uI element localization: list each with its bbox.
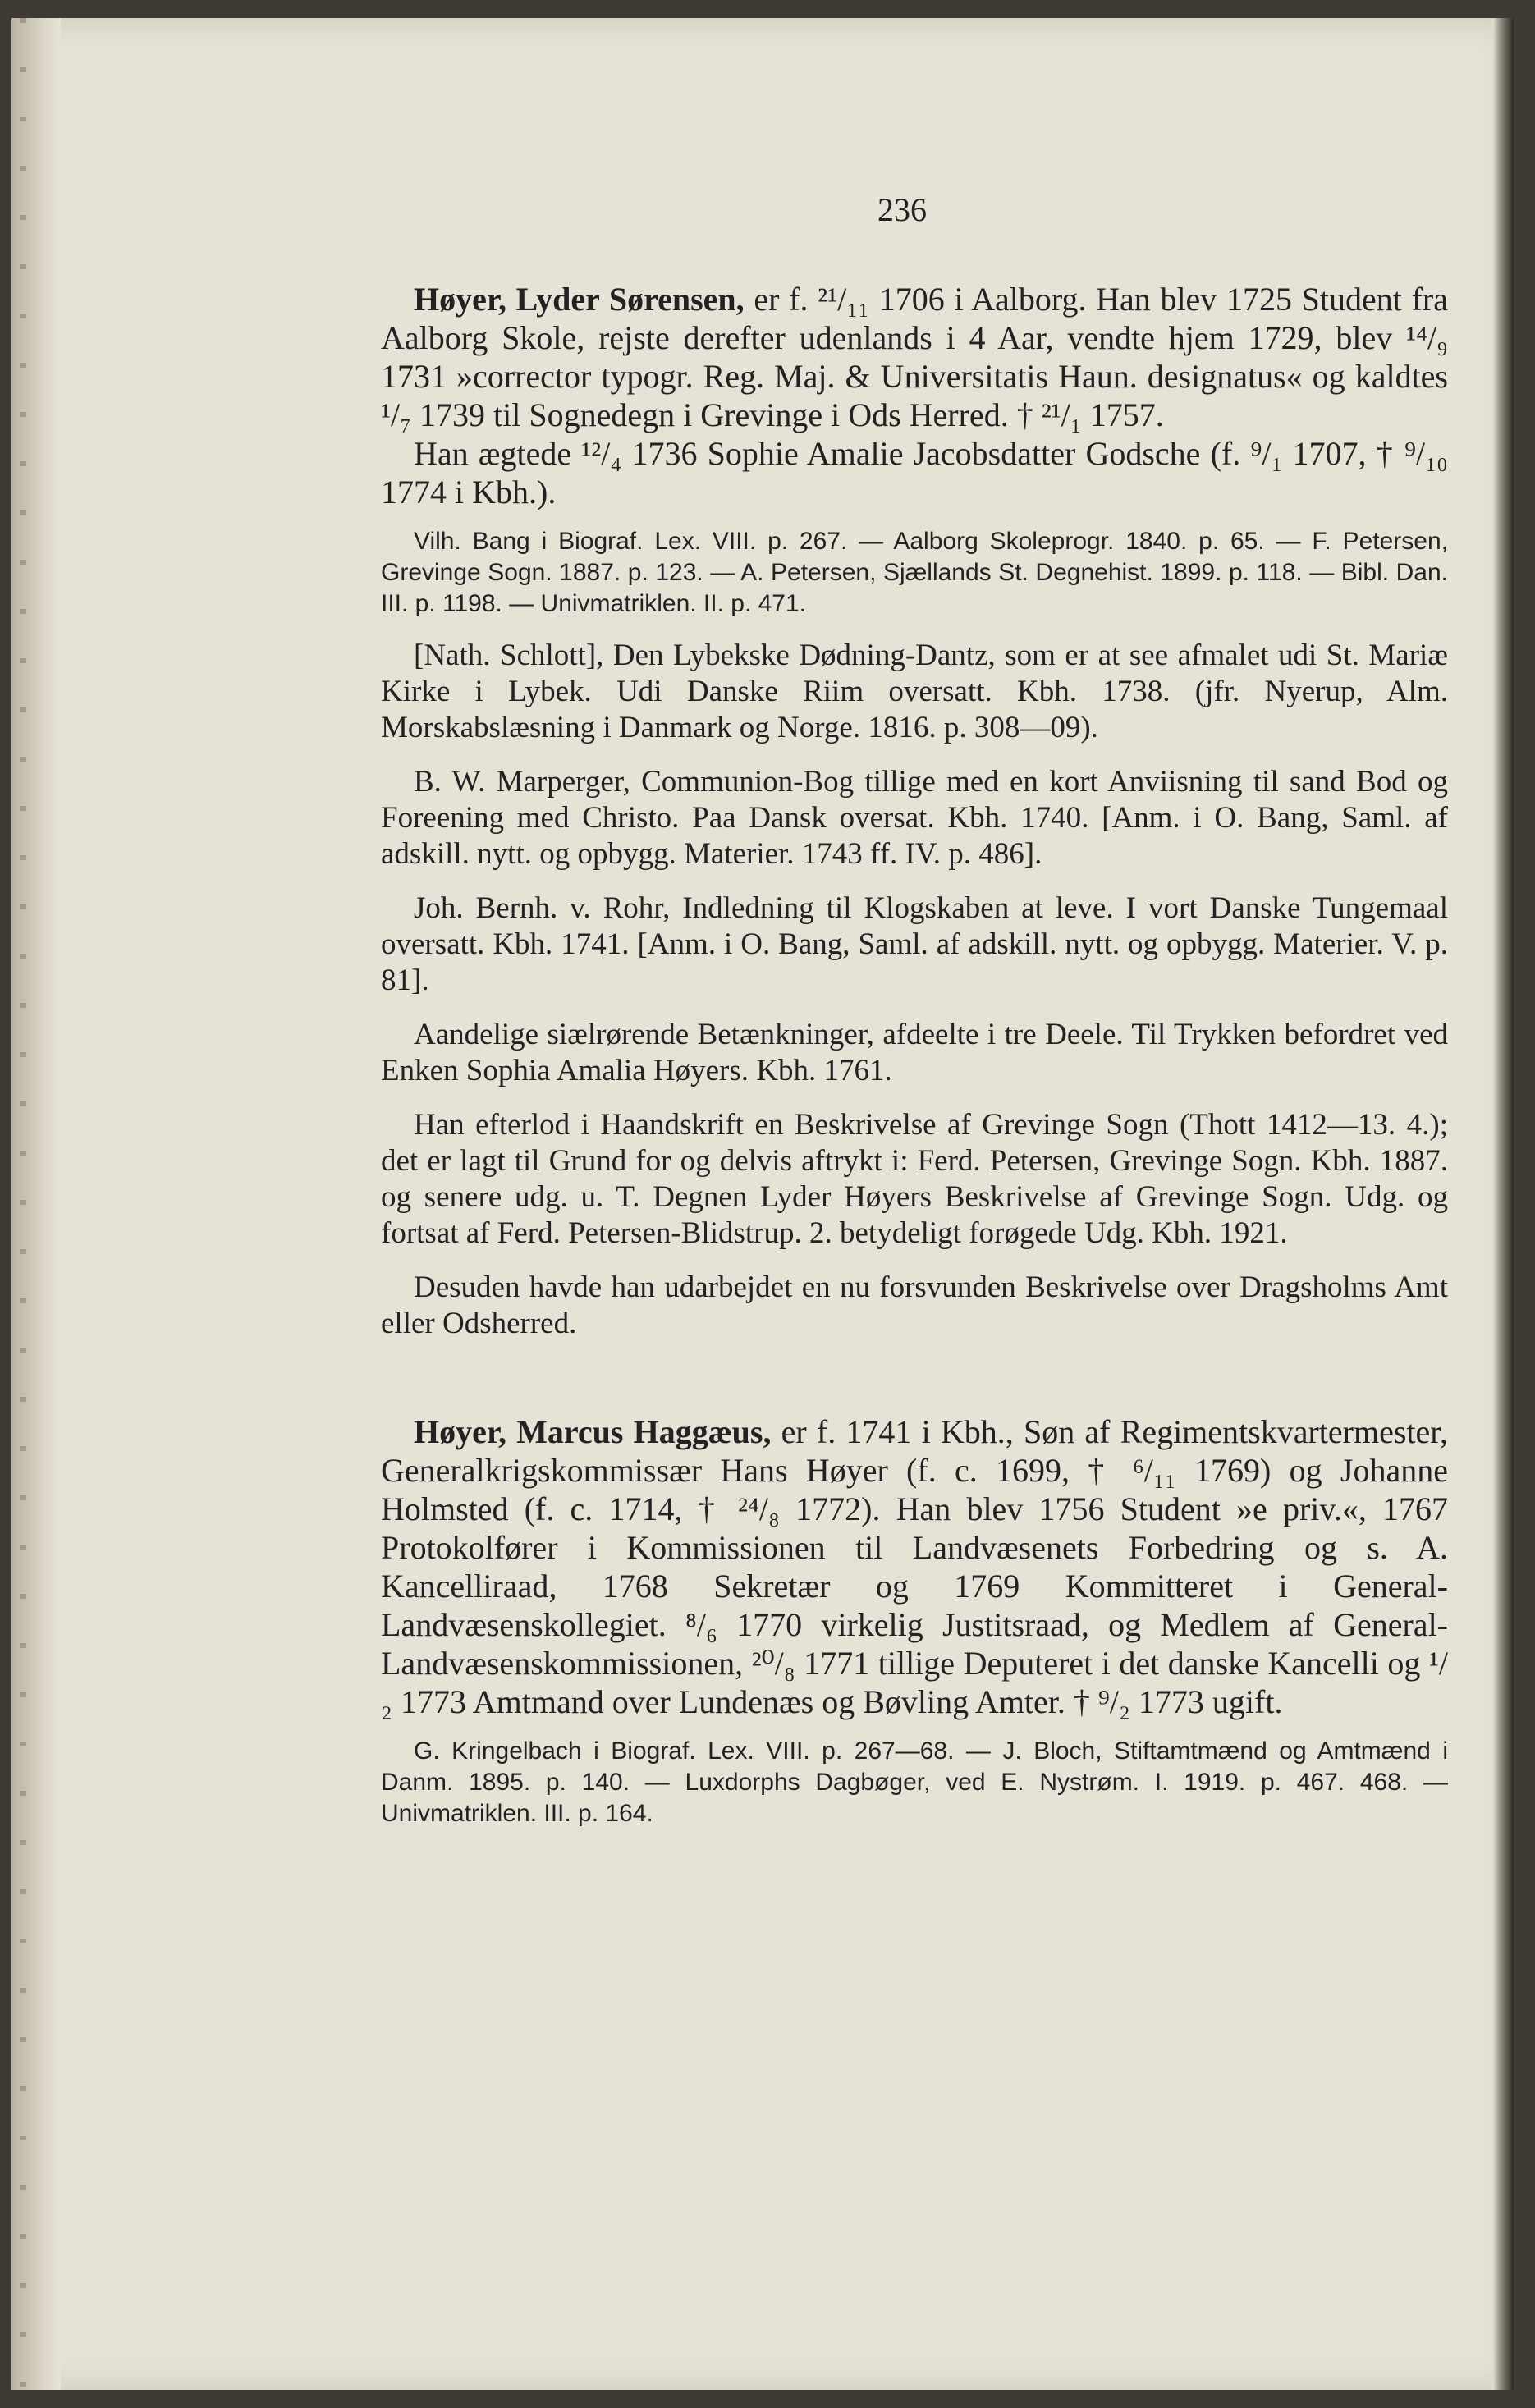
page-gutter-left xyxy=(11,18,61,2390)
page-content xyxy=(381,190,1448,1829)
entry-sources: G. Kringelbach i Biograf. Lex. VIII. p. 267—68. — J. Bloch, Stiftamtmænd og Amtmænd i Danm. 1895. p. 140. — Luxdorphs Dagbøger, ved E. Nystrøm. I. 1919. p. 467. 468. — Univmatriklen. III. p. 164. xyxy=(381,1737,1448,1827)
entry-intro: er f. 1741 i Kbh., Søn af Regimentskvartermester, Generalkrigskommissær Hans Høyer (f. c. 1699, † ⁶/₁₁ 1769) og Johanne Holmsted (f. c. 1714, † ²⁴/₈ 1772). Han blev 1756 Student »e priv.«, 1767 Protokolfører i Kommissionen til Landvæsenets Forbedring og s. A. Kancelliraad, 1768 Sekretær og 1769 Kommitteret i General-Landvæsenskollegiet. ⁸/₆ 1770 virkelig Justitsraad, og Medlem af General-Landvæsenskommissionen, ²⁰/₈ 1771 tillige Deputeret i det danske Kancelli og ¹/₂ 1773 Amtmand over Lundenæs og Bøvling Amter. † ⁹/₂ 1773 ugift. xyxy=(381,1413,1449,1720)
entry-marcus-hoyer xyxy=(381,1412,1448,1829)
work-item: Desuden havde han udarbejdet en nu forsvunden Beskrivelse over Dragsholms Amt eller Odsherred. xyxy=(381,1270,1448,1340)
work-item: B. W. Marperger, Communion-Bog tillige med en kort Anviisning til sand Bod og Foreening med Christo. Paa Dansk oversat. Kbh. 1740. [Anm. i O. Bang, Saml. af adskill. nytt. og opbygg. Materier. 1743 ff. IV. p. 486]. xyxy=(381,765,1448,871)
entry-intro-paragraph xyxy=(381,280,1448,434)
page-gutter-right xyxy=(1492,18,1514,2390)
work-item: [Nath. Schlott], Den Lybekske Dødning-Dantz, som er at see afmalet udi St. Mariæ Kirke i Lybek. Udi Danske Riim oversatt. Kbh. 1738. (jfr. Nyerup, Alm. Morskabslæsning i Danmark og Norge. 1816. p. 308—09). xyxy=(381,639,1448,744)
work-item: Aandelige siælrørende Betænkninger, afdeelte i tre Deele. Til Trykken befordret ved Enken Sophia Amalia Høyers. Kbh. 1761. xyxy=(381,1018,1448,1087)
entry-name: Høyer, Marcus Haggæus, xyxy=(414,1413,772,1450)
page-number: 236 xyxy=(877,191,927,228)
scanned-page xyxy=(11,18,1514,2390)
entry-sources: Vilh. Bang i Biograf. Lex. VIII. p. 267. — Aalborg Skoleprogr. 1840. p. 65. — F. Petersen, Grevinge Sogn. 1887. p. 123. — A. Petersen, Sjællands St. Degnehist. 1899. p. 118. — Bibl. Dan. III. p. 1198. — Univmatriklen. II. p. 471. xyxy=(381,528,1448,617)
entry-lyder-hoyer xyxy=(381,280,1448,1342)
work-item: Joh. Bernh. v. Rohr, Indledning til Klogskaben at leve. I vort Danske Tungemaal oversatt. Kbh. 1741. [Anm. i O. Bang, Saml. af adskill. nytt. og opbygg. Materier. V. p. 81]. xyxy=(381,891,1448,997)
entry-marriage: Han ægtede ¹²/₄ 1736 Sophie Amalie Jacobsdatter Godsche (f. ⁹/₁ 1707, † ⁹/₁₀ 1774 i Kbh.). xyxy=(381,435,1448,510)
entry-intro: er f. ²¹/₁₁ 1706 i Aalborg. Han blev 1725 Student fra Aalborg Skole, rejste derefter udenlands i 4 Aar, vendte hjem 1729, blev ¹⁴/₉ 1731 »corrector typogr. Reg. Maj. & Universitatis Haun. designatus« og kaldtes ¹/₇ 1739 til Sognedegn i Grevinge i Ods Herred. † ²¹/₁ 1757. xyxy=(381,281,1448,433)
binding-shadow xyxy=(20,18,26,2390)
entry-name: Høyer, Lyder Sørensen, xyxy=(414,281,745,318)
entry-intro-paragraph xyxy=(381,1412,1448,1721)
work-item: Han efterlod i Haandskrift en Beskrivelse af Grevinge Sogn (Thott 1412—13. 4.); det er lagt til Grund for og delvis aftrykt i: Ferd. Petersen, Grevinge Sogn. Kbh. 1887. og senere udg. u. T. Degnen Lyder Høyers Beskrivelse af Grevinge Sogn. Udg. og fortsat af Ferd. Petersen-Blidstrup. 2. betydeligt forøgede Udg. Kbh. 1921. xyxy=(381,1108,1448,1250)
